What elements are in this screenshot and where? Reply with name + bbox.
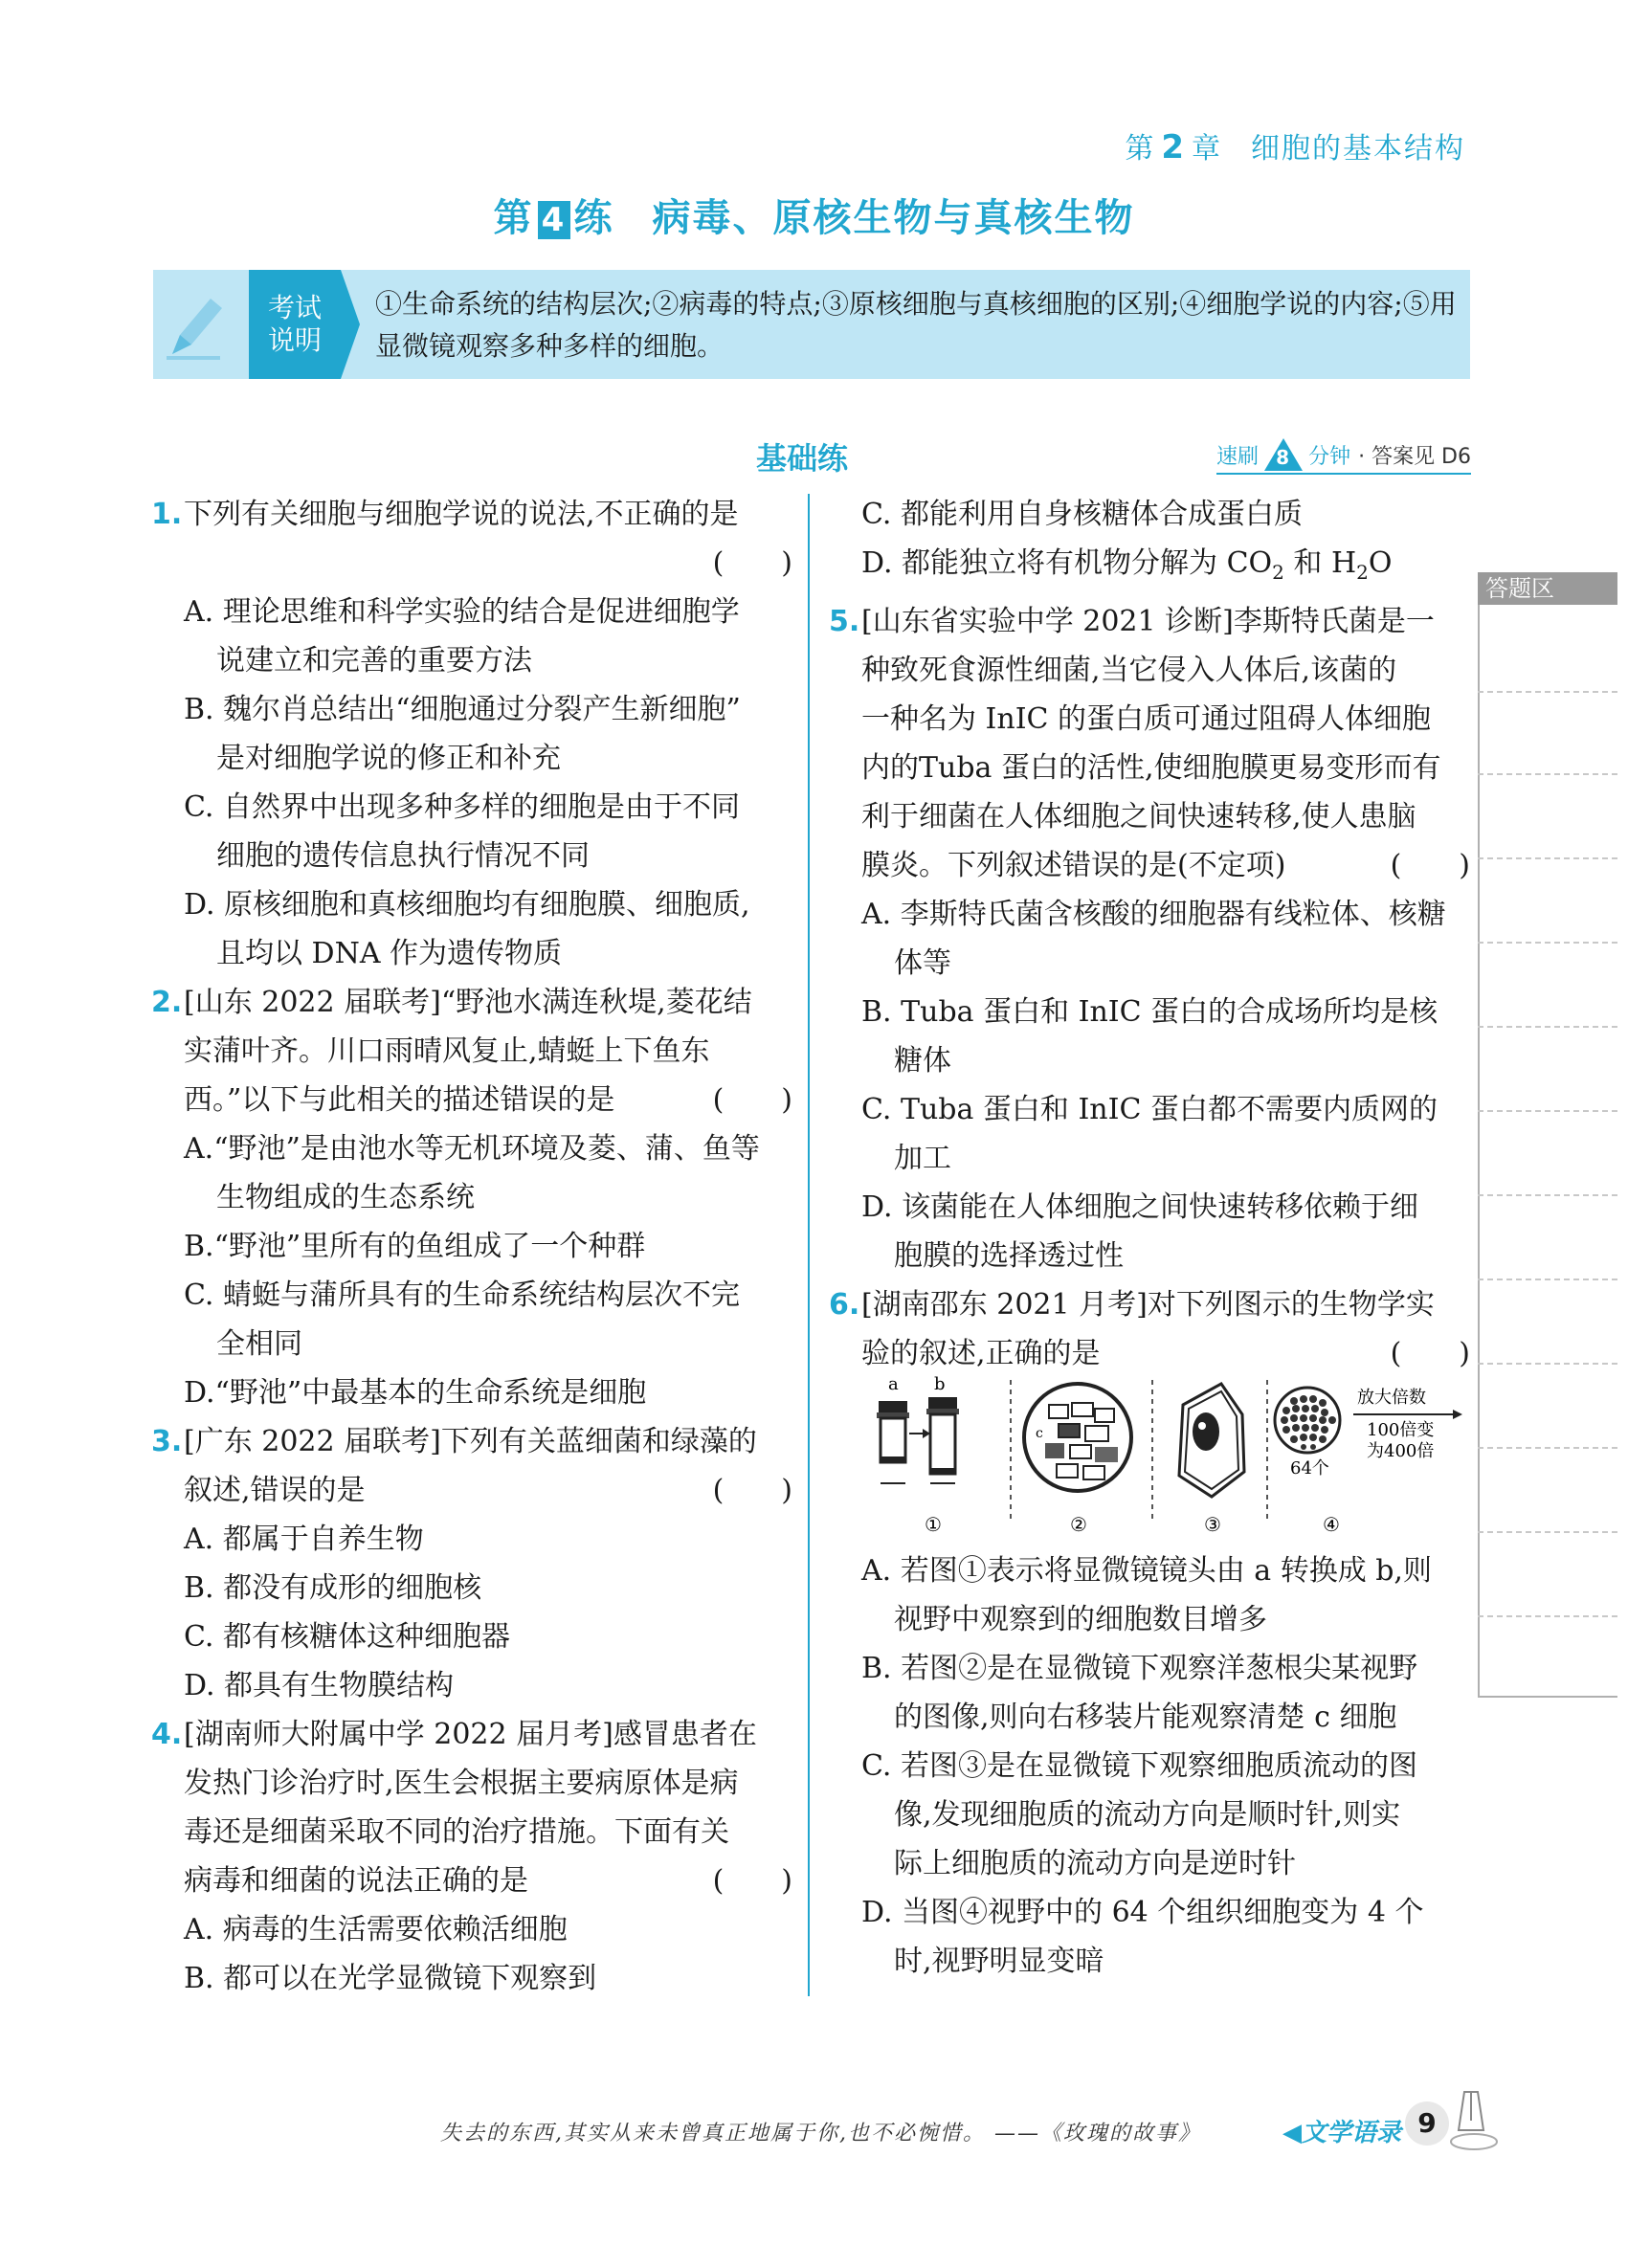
- question-stem-line: 一种名为 InIC 的蛋白质可通过阻碍人体细胞: [861, 702, 1432, 736]
- option-line: 且均以 DNA 作为遗传物质: [216, 937, 563, 970]
- figure-number-2: ②: [1070, 1513, 1087, 1536]
- option-line: D. 原核细胞和真核细胞均有细胞膜、细胞质,: [184, 888, 750, 922]
- question-text: [湖南师大附属中学 2022 届月考]感冒患者在: [184, 1718, 757, 1751]
- answer-area[interactable]: [1478, 572, 1619, 1697]
- answer-line: [1478, 942, 1617, 944]
- exam-label: [249, 270, 341, 379]
- question-text: [广东 2022 届联考]下列有关蓝细菌和绿藻的: [184, 1425, 757, 1458]
- section-title: 基础练: [756, 440, 849, 477]
- answer-area-label: 答题区: [1478, 572, 1617, 605]
- option-line: A. 病毒的生活需要依赖活细胞: [184, 1913, 568, 1946]
- tissue-cells-diagram: [1275, 1388, 1462, 1479]
- question-stem-line: [151, 490, 792, 539]
- answer-line: [1478, 1531, 1617, 1533]
- option-line: D. 都具有生物膜结构: [184, 1669, 455, 1702]
- root-tip-cells-diagram: [1024, 1384, 1131, 1491]
- title-prefix: 第: [493, 196, 534, 240]
- question-stem-line: 叙述,错误的是 ( ): [151, 1466, 792, 1515]
- speed-info: [1216, 438, 1471, 475]
- answer-area-bottom: [1478, 1696, 1617, 1698]
- question-stem-line: 利于细菌在人体细胞之间快速转移,使人患脑: [861, 800, 1416, 834]
- option-line: B. 魏尔肖总结出“细胞通过分裂产生新细胞”: [184, 693, 741, 726]
- answer-line: [1478, 1363, 1617, 1365]
- title-text: 病毒、原核生物与真核生物: [652, 196, 1135, 240]
- question-stem-line: 内的Tuba 蛋白的活性,使细胞膜更易变形而有: [861, 751, 1441, 785]
- answer-line: [1478, 1194, 1617, 1196]
- option-line: 全相同: [216, 1327, 302, 1361]
- option-line: 像,发现细胞质的流动方向是顺时针,则实: [894, 1798, 1401, 1832]
- answer-line: [1478, 773, 1617, 775]
- column-divider: [808, 494, 810, 1996]
- question-text: [湖南邵东 2021 月考]对下列图示的生物学实: [861, 1288, 1435, 1322]
- label-c: c: [1036, 1426, 1043, 1441]
- question-stem-line: 病毒和细菌的说法正确的是 ( ): [151, 1857, 792, 1905]
- option-line: D. 当图④视野中的 64 个组织细胞变为 4 个: [861, 1896, 1424, 1929]
- option-line: 视野中观察到的细胞数目增多: [894, 1603, 1267, 1636]
- option-line: 说建立和完善的重要方法: [216, 644, 532, 678]
- page-title: [0, 188, 1628, 242]
- chapter-header: [1125, 124, 1465, 167]
- question-stem-line: 西。”以下与此相关的描述错误的是 ( ): [151, 1076, 792, 1124]
- footer-tag: ◀文学语录: [1282, 2119, 1401, 2147]
- chapter-number: 2: [1161, 128, 1186, 167]
- answer-bracket: ( ): [712, 1474, 792, 1507]
- answer-bracket: ( ): [712, 546, 792, 580]
- question-stem-line: 种致死食源性细菌,当它侵入人体后,该菌的: [861, 654, 1397, 687]
- question-number: 1.: [151, 498, 183, 531]
- question-text: [山东 2022 届联考]“野池水满连秋堤,菱花结: [184, 986, 752, 1019]
- question-stem-line: 毒还是细菌采取不同的治疗措施。下面有关: [184, 1815, 729, 1849]
- fountain-pen-icon: [1445, 2082, 1503, 2159]
- option-line: D.“野池”中最基本的生命系统是细胞: [184, 1376, 647, 1410]
- option-line: B. 都可以在光学显微镜下观察到: [184, 1962, 597, 1995]
- answer-line: [1478, 1279, 1617, 1280]
- option-line: 胞膜的选择透过性: [894, 1239, 1124, 1273]
- answer-line: [1478, 691, 1617, 693]
- answer-line: [1478, 1110, 1617, 1112]
- figure-number-4: ④: [1323, 1513, 1340, 1536]
- title-suffix: 练: [573, 196, 614, 240]
- speed-unit: 分钟: [1308, 444, 1351, 469]
- option-line: 时,视野明显变暗: [894, 1945, 1104, 1978]
- pen-icon: [163, 287, 230, 364]
- question-stem-line: [829, 597, 1470, 646]
- answer-line: [1478, 1615, 1617, 1617]
- option-line: A.“野池”是由池水等无机环境及菱、蒲、鱼等: [184, 1132, 760, 1166]
- option-line: 细胞的遗传信息执行情况不同: [216, 839, 590, 873]
- label-a: a: [888, 1376, 899, 1394]
- answer-bracket: ( ): [712, 1083, 792, 1117]
- figure-number-3: ③: [1204, 1513, 1221, 1536]
- question-text: 下列有关细胞与细胞学说的说法,不正确的是: [184, 498, 739, 531]
- option-line: A. 都属于自养生物: [184, 1523, 424, 1556]
- option-line: 糖体: [894, 1044, 951, 1078]
- chapter-title: 细胞的基本结构: [1251, 132, 1465, 166]
- svg-text:a: [888, 1376, 899, 1394]
- option-line: A. 若图①表示将显微镜镜头由 a 转换成 b,则: [861, 1554, 1432, 1588]
- magnification-line1: 100倍变: [1367, 1420, 1435, 1440]
- question-number: 6.: [829, 1288, 860, 1322]
- answer-reference: · 答案见 D6: [1358, 444, 1471, 469]
- option-line: A. 理论思维和科学实验的结合是促进细胞学: [184, 595, 740, 629]
- question-number: 5.: [829, 605, 860, 638]
- answer-bracket: ( ): [1390, 849, 1470, 882]
- question-stem-line: [829, 1280, 1470, 1329]
- option-line: C. 蜻蜓与蒲所具有的生命系统结构层次不完: [184, 1279, 740, 1312]
- chapter-suffix: 章: [1192, 132, 1222, 166]
- option-line: B. 都没有成形的细胞核: [184, 1571, 482, 1605]
- question-stem-line: [151, 978, 792, 1027]
- speed-label: 速刷: [1216, 444, 1260, 469]
- question-stem-line: 发热门诊治疗时,医生会根据主要病原体是病: [184, 1767, 739, 1800]
- option-line: C. 若图③是在显微镜下观察细胞质流动的图: [861, 1749, 1417, 1783]
- option-line: C. Tuba 蛋白和 InIC 蛋白都不需要内质网的: [861, 1093, 1438, 1126]
- speed-minutes: 8: [1276, 446, 1289, 469]
- objective-lens-diagram: [877, 1376, 959, 1483]
- question-6-figure: [867, 1376, 1470, 1537]
- option-line: B.“野池”里所有的鱼组成了一个种群: [184, 1230, 646, 1263]
- exercise-number: 4: [538, 201, 570, 239]
- exam-label-line1: 考试: [267, 292, 322, 323]
- question-stem-line: 实蒲叶齐。川口雨晴风复止,蜻蜓上下鱼东: [184, 1034, 710, 1068]
- option-line: 加工: [894, 1142, 951, 1175]
- option-line: B. Tuba 蛋白和 InIC 蛋白的合成场所均是核: [861, 995, 1438, 1029]
- answer-line: [1478, 857, 1617, 859]
- option-line: C. 都有核糖体这种细胞器: [184, 1620, 510, 1654]
- answer-bracket: ( ): [712, 1864, 792, 1898]
- chapter-prefix: 第: [1125, 132, 1156, 166]
- right-column: [829, 490, 1470, 1986]
- question-stem-line: 膜炎。下列叙述错误的是(不定项) ( ): [829, 841, 1470, 890]
- option-line: 体等: [894, 946, 951, 980]
- question-number: 4.: [151, 1718, 183, 1751]
- left-column: [151, 490, 792, 2003]
- figure-number-1: ①: [925, 1513, 942, 1536]
- question-stem-line: [151, 1710, 792, 1759]
- option-line: A. 李斯特氏菌含核酸的细胞器有线粒体、核糖: [861, 898, 1446, 931]
- triangle-icon: [1264, 438, 1303, 471]
- option-line: 是对细胞学说的修正和补充: [216, 742, 561, 775]
- option-line: D. 该菌能在人体细胞之间快速转移依赖于细: [861, 1190, 1419, 1224]
- question-text: [山东省实验中学 2021 诊断]李斯特氏菌是一: [861, 605, 1435, 638]
- exam-label-line2: 说明: [267, 324, 322, 356]
- cytoplasm-flow-cell-diagram: [1179, 1384, 1244, 1497]
- option-line: C. 都能利用自身核糖体合成蛋白质: [861, 498, 1303, 531]
- option-line: 际上细胞质的流动方向是逆时针: [894, 1847, 1296, 1880]
- option-line: 生物组成的生态系统: [216, 1181, 475, 1214]
- answer-bracket: ( ): [1390, 1337, 1470, 1370]
- question-number: 3.: [151, 1425, 183, 1458]
- label-b: b: [934, 1376, 946, 1394]
- question-number: 2.: [151, 986, 183, 1019]
- magnification-title: 放大倍数: [1357, 1388, 1426, 1408]
- cell-count-label: 64个: [1290, 1458, 1329, 1479]
- option-line: B. 若图②是在显微镜下观察洋葱根尖某视野: [861, 1652, 1418, 1685]
- page-number: 9: [1405, 2101, 1449, 2146]
- option-line: 的图像,则向右移装片能观察清楚 c 细胞: [894, 1701, 1397, 1734]
- answer-line: [1478, 1447, 1617, 1449]
- question-stem-line: [151, 1417, 792, 1466]
- answer-line: [1478, 1026, 1617, 1028]
- exam-description-text: ①生命系统的结构层次;②病毒的特点;③原核细胞与真核细胞的区别;④细胞学说的内容;⑤用显微镜观察多种多样的细胞。: [375, 288, 1457, 362]
- question-stem-line: 验的叙述,正确的是 ( ): [829, 1329, 1470, 1378]
- footer-quote: 失去的东西,其实从来未曾真正地属于你,也不必惋惜。 ——《玫瑰的故事》: [440, 2122, 1201, 2146]
- magnification-line2: 为400倍: [1367, 1441, 1435, 1461]
- option-line: C. 自然界中出现多种多样的细胞是由于不同: [184, 790, 740, 824]
- question-4-option-d: D. 都能独立将有机物分解为 $CO_2$ 和 $H_2O$: [861, 546, 1393, 584]
